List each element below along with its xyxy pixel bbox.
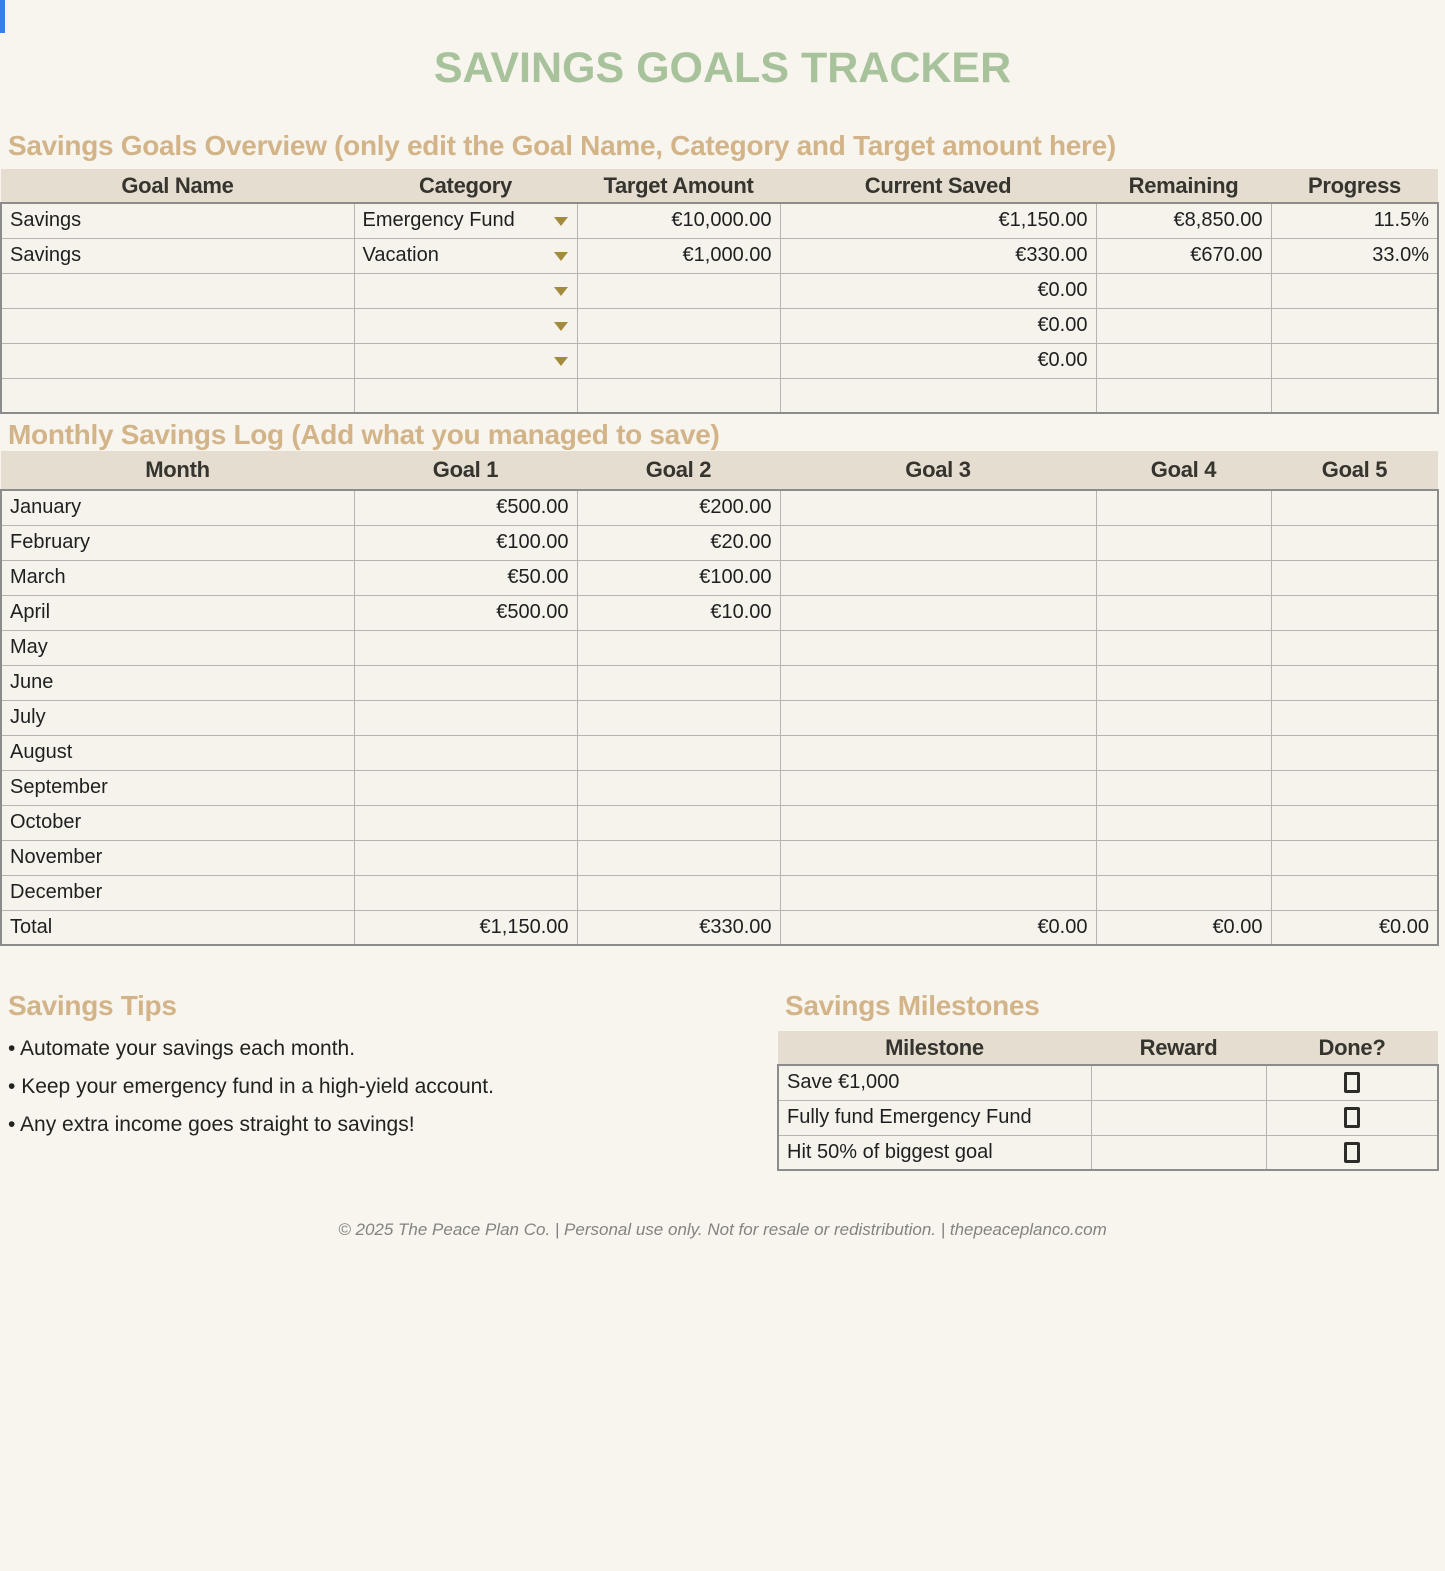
savings-tips-heading: Savings Tips [8, 990, 177, 1021]
goal5-cell[interactable] [1271, 630, 1438, 665]
remaining-cell [1096, 308, 1271, 343]
goal1-cell[interactable] [354, 840, 577, 875]
goal1-cell[interactable] [354, 805, 577, 840]
monthly-row [1, 840, 1438, 875]
dropdown-arrow-icon[interactable] [554, 322, 568, 331]
done-cell [1266, 1100, 1438, 1135]
target-amount-cell[interactable] [577, 273, 780, 308]
total-goal1-cell: €1,150.00 [354, 910, 577, 945]
goal1-cell[interactable]: €50.00 [354, 560, 577, 595]
goal4-cell[interactable] [1096, 735, 1271, 770]
goal4-cell[interactable] [1096, 665, 1271, 700]
progress-cell [1271, 343, 1438, 378]
milestone-cell: Hit 50% of biggest goal [778, 1135, 1091, 1170]
milestone-cell: Save €1,000 [778, 1065, 1091, 1100]
goal2-cell[interactable] [577, 735, 780, 770]
monthly-row [1, 875, 1438, 910]
total-goal5-cell: €0.00 [1271, 910, 1438, 945]
goal5-cell[interactable] [1271, 875, 1438, 910]
goal1-cell[interactable]: €100.00 [354, 525, 577, 560]
overview-row [1, 343, 1438, 378]
goal4-cell[interactable] [1096, 490, 1271, 525]
goal1-cell[interactable]: €500.00 [354, 490, 577, 525]
remaining-cell [1096, 378, 1271, 413]
goal4-cell[interactable] [1096, 805, 1271, 840]
goal2-cell[interactable]: €100.00 [577, 560, 780, 595]
category-value: Emergency Fund [362, 209, 515, 232]
tip-item: • Any extra income goes straight to savings! [8, 1114, 777, 1136]
done-checkbox[interactable] [1344, 1142, 1360, 1163]
goal5-cell[interactable] [1271, 665, 1438, 700]
overview-header-row [1, 169, 1438, 203]
month-cell: March [1, 560, 354, 595]
column-header-goal-4: Goal 4 [1096, 451, 1271, 490]
remaining-cell: €670.00 [1096, 238, 1271, 273]
progress-cell [1271, 308, 1438, 343]
goal4-cell[interactable] [1096, 840, 1271, 875]
goal1-cell[interactable] [354, 770, 577, 805]
category-value: Vacation [362, 244, 439, 266]
column-header-target-amount: Target Amount [577, 169, 780, 203]
goal1-cell[interactable] [354, 735, 577, 770]
month-cell: April [1, 595, 354, 630]
total-goal2-cell: €330.00 [577, 910, 780, 945]
progress-cell: 11.5% [1271, 203, 1438, 238]
overview-table [0, 169, 1439, 414]
overview-row [1, 273, 1438, 308]
current-saved-cell[interactable]: €330.00 [780, 238, 1096, 273]
total-goal3-cell: €0.00 [780, 910, 1096, 945]
column-header-goal-1: Goal 1 [354, 451, 577, 490]
target-amount-cell[interactable] [577, 308, 780, 343]
bottom-section [0, 990, 1445, 1171]
dropdown-arrow-icon[interactable] [554, 357, 568, 366]
goal3-cell[interactable] [780, 630, 1096, 665]
month-cell: July [1, 700, 354, 735]
milestones-table [777, 1031, 1439, 1171]
goal2-cell[interactable] [577, 700, 780, 735]
monthly-log-heading: Monthly Savings Log (Add what you managed to save) [8, 419, 720, 450]
goal3-cell[interactable] [780, 560, 1096, 595]
monthly-row [1, 630, 1438, 665]
savings-milestones-heading: Savings Milestones [785, 990, 1040, 1021]
goal3-cell[interactable] [780, 665, 1096, 700]
category-cell[interactable] [354, 378, 577, 413]
monthly-row [1, 805, 1438, 840]
month-cell: February [1, 525, 354, 560]
goal1-cell[interactable] [354, 700, 577, 735]
goal5-cell[interactable] [1271, 735, 1438, 770]
total-goal4-cell: €0.00 [1096, 910, 1271, 945]
monthly-header-row [1, 451, 1438, 490]
total-label-cell: Total [1, 910, 354, 945]
overview-row [1, 238, 1438, 273]
goal2-cell[interactable] [577, 875, 780, 910]
overview-row [1, 203, 1438, 238]
goal5-cell[interactable] [1271, 595, 1438, 630]
monthly-row [1, 770, 1438, 805]
goal3-cell[interactable] [780, 735, 1096, 770]
goal3-cell[interactable] [780, 875, 1096, 910]
dropdown-arrow-icon[interactable] [554, 217, 568, 226]
done-cell [1266, 1135, 1438, 1170]
milestone-row [778, 1100, 1438, 1135]
goal3-cell[interactable] [780, 770, 1096, 805]
monthly-row [1, 665, 1438, 700]
tip-item: • Keep your emergency fund in a high-yield account. [8, 1076, 777, 1098]
goal3-cell[interactable] [780, 490, 1096, 525]
goal4-cell[interactable] [1096, 525, 1271, 560]
goal3-cell[interactable] [780, 805, 1096, 840]
goal-name-cell[interactable]: Savings [1, 203, 354, 238]
month-cell: October [1, 805, 354, 840]
goal2-cell[interactable]: €20.00 [577, 525, 780, 560]
goal2-cell[interactable] [577, 805, 780, 840]
goal5-cell[interactable] [1271, 560, 1438, 595]
goal4-cell[interactable] [1096, 630, 1271, 665]
current-saved-cell[interactable]: €1,150.00 [780, 203, 1096, 238]
current-saved-cell[interactable]: €0.00 [780, 308, 1096, 343]
goal1-cell[interactable] [354, 875, 577, 910]
column-header-reward: Reward [1091, 1031, 1266, 1065]
category-cell[interactable] [354, 308, 577, 343]
remaining-cell [1096, 273, 1271, 308]
overview-row [1, 378, 1438, 413]
reward-cell[interactable] [1091, 1100, 1266, 1135]
monthly-row [1, 490, 1438, 525]
monthly-row [1, 735, 1438, 770]
goal5-cell[interactable] [1271, 770, 1438, 805]
goal5-cell[interactable] [1271, 490, 1438, 525]
goal2-cell[interactable]: €200.00 [577, 490, 780, 525]
goal2-cell[interactable] [577, 665, 780, 700]
column-header-milestone: Milestone [778, 1031, 1091, 1065]
goal4-cell[interactable] [1096, 875, 1271, 910]
category-cell[interactable] [354, 238, 577, 273]
category-cell[interactable] [354, 203, 577, 238]
savings-tips-section [8, 990, 777, 1171]
milestones-header-row [778, 1031, 1438, 1065]
month-cell: January [1, 490, 354, 525]
goal1-cell[interactable] [354, 665, 577, 700]
monthly-total-row [1, 910, 1438, 945]
goal1-cell[interactable] [354, 630, 577, 665]
column-header-goal-3: Goal 3 [780, 451, 1096, 490]
current-saved-cell[interactable] [780, 378, 1096, 413]
remaining-cell [1096, 343, 1271, 378]
progress-cell [1271, 378, 1438, 413]
tip-item: • Automate your savings each month. [8, 1038, 777, 1060]
active-cell-indicator [0, 0, 5, 33]
overview-heading: Savings Goals Overview (only edit the Goal Name, Category and Target amount here) [8, 130, 1116, 161]
month-cell: September [1, 770, 354, 805]
month-cell: August [1, 735, 354, 770]
target-amount-cell[interactable] [577, 378, 780, 413]
monthly-row [1, 595, 1438, 630]
goal4-cell[interactable] [1096, 595, 1271, 630]
category-cell[interactable] [354, 273, 577, 308]
month-cell: June [1, 665, 354, 700]
category-cell[interactable] [354, 343, 577, 378]
page-title: SAVINGS GOALS TRACKER [433, 44, 1012, 92]
goal2-cell[interactable] [577, 630, 780, 665]
column-header-goal-2: Goal 2 [577, 451, 780, 490]
progress-cell [1271, 273, 1438, 308]
column-header-goal-name: Goal Name [1, 169, 354, 203]
goal5-cell[interactable] [1271, 840, 1438, 875]
copyright-footer: © 2025 The Peace Plan Co. | Personal use only. Not for resale or redistribution. | thepeaceplanco.com [338, 1220, 1107, 1239]
monthly-row [1, 700, 1438, 735]
monthly-row [1, 525, 1438, 560]
goal3-cell[interactable] [780, 595, 1096, 630]
goal-name-cell[interactable] [1, 378, 354, 413]
remaining-cell: €8,850.00 [1096, 203, 1271, 238]
target-amount-cell[interactable]: €1,000.00 [577, 238, 780, 273]
goal-name-cell[interactable] [1, 343, 354, 378]
column-header-current-saved: Current Saved [780, 169, 1096, 203]
month-cell: December [1, 875, 354, 910]
milestone-cell: Fully fund Emergency Fund [778, 1100, 1091, 1135]
goal3-cell[interactable] [780, 525, 1096, 560]
dropdown-arrow-icon[interactable] [554, 252, 568, 261]
done-checkbox[interactable] [1344, 1072, 1360, 1093]
goal2-cell[interactable] [577, 840, 780, 875]
month-cell: May [1, 630, 354, 665]
done-cell [1266, 1065, 1438, 1100]
goal2-cell[interactable]: €10.00 [577, 595, 780, 630]
goal4-cell[interactable] [1096, 700, 1271, 735]
goal5-cell[interactable] [1271, 700, 1438, 735]
milestone-row [778, 1135, 1438, 1170]
goal4-cell[interactable] [1096, 770, 1271, 805]
goal3-cell[interactable] [780, 700, 1096, 735]
goal-name-cell[interactable]: Savings [1, 238, 354, 273]
goal2-cell[interactable] [577, 770, 780, 805]
column-header-category: Category [354, 169, 577, 203]
done-checkbox[interactable] [1344, 1107, 1360, 1128]
column-header-month: Month [1, 451, 354, 490]
overview-row [1, 308, 1438, 343]
month-cell: November [1, 840, 354, 875]
monthly-row [1, 560, 1438, 595]
reward-cell[interactable] [1091, 1065, 1266, 1100]
savings-milestones-section [777, 990, 1437, 1171]
milestone-row [778, 1065, 1438, 1100]
current-saved-cell[interactable]: €0.00 [780, 343, 1096, 378]
goal3-cell[interactable] [780, 840, 1096, 875]
goal-name-cell[interactable] [1, 308, 354, 343]
goal5-cell[interactable] [1271, 525, 1438, 560]
dropdown-arrow-icon[interactable] [554, 287, 568, 296]
column-header-goal-5: Goal 5 [1271, 451, 1438, 490]
current-saved-cell[interactable]: €0.00 [780, 273, 1096, 308]
goal4-cell[interactable] [1096, 560, 1271, 595]
reward-cell[interactable] [1091, 1135, 1266, 1170]
column-header-remaining: Remaining [1096, 169, 1271, 203]
goal5-cell[interactable] [1271, 805, 1438, 840]
goal-name-cell[interactable] [1, 273, 354, 308]
monthly-log-table [0, 451, 1439, 946]
target-amount-cell[interactable] [577, 343, 780, 378]
column-header-progress: Progress [1271, 169, 1438, 203]
target-amount-cell[interactable]: €10,000.00 [577, 203, 780, 238]
goal1-cell[interactable]: €500.00 [354, 595, 577, 630]
column-header-done: Done? [1266, 1031, 1438, 1065]
progress-cell: 33.0% [1271, 238, 1438, 273]
